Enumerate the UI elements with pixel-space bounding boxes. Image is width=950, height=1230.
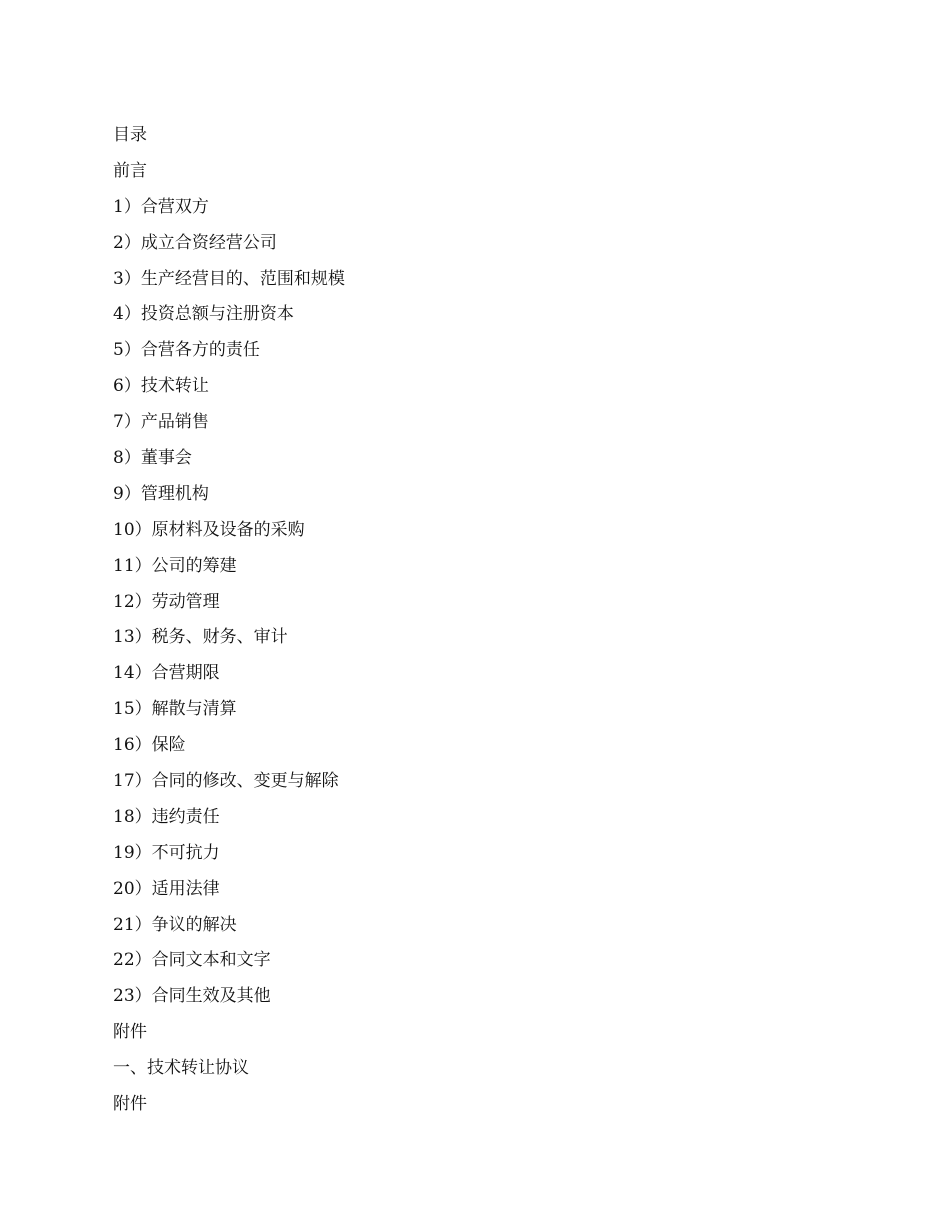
- toc-item: 12）劳动管理: [113, 591, 220, 612]
- toc-item: 3）生产经营目的、范围和规模: [113, 268, 345, 289]
- toc-item-preface: 前言: [113, 160, 147, 181]
- toc-item: 9）管理机构: [113, 483, 209, 504]
- table-of-contents: [113, 118, 345, 1123]
- toc-item: 7）产品销售: [113, 412, 209, 433]
- toc-item: 6）技术转让: [113, 376, 209, 397]
- toc-item: 14）合营期限: [113, 663, 220, 684]
- toc-item: 10）原材料及设备的采购: [113, 519, 305, 540]
- toc-item: 16）保险: [113, 735, 186, 756]
- toc-item-appendix: 附件: [113, 1094, 147, 1115]
- toc-item: 4）投资总额与注册资本: [113, 304, 294, 325]
- toc-item: 13）税务、财务、审计: [113, 627, 288, 648]
- toc-item: 5）合营各方的责任: [113, 340, 260, 361]
- toc-item-appendix: 附件: [113, 1022, 147, 1043]
- toc-item: 22）合同文本和文字: [113, 950, 271, 971]
- toc-item: 一、技术转让协议: [113, 1058, 249, 1079]
- toc-item: 8）董事会: [113, 448, 192, 469]
- toc-item: 17）合同的修改、变更与解除: [113, 771, 339, 792]
- toc-item: 11）公司的筹建: [113, 555, 237, 576]
- toc-item: 20）适用法律: [113, 878, 220, 899]
- toc-item: 1）合营双方: [113, 196, 209, 217]
- toc-item: 23）合同生效及其他: [113, 986, 271, 1007]
- toc-item: 19）不可抗力: [113, 842, 220, 863]
- toc-item: 15）解散与清算: [113, 699, 237, 720]
- toc-item: 21）争议的解决: [113, 914, 237, 935]
- toc-title: 目录: [113, 125, 147, 145]
- toc-item: 2）成立合资经营公司: [113, 232, 277, 253]
- toc-item: 18）违约责任: [113, 806, 220, 827]
